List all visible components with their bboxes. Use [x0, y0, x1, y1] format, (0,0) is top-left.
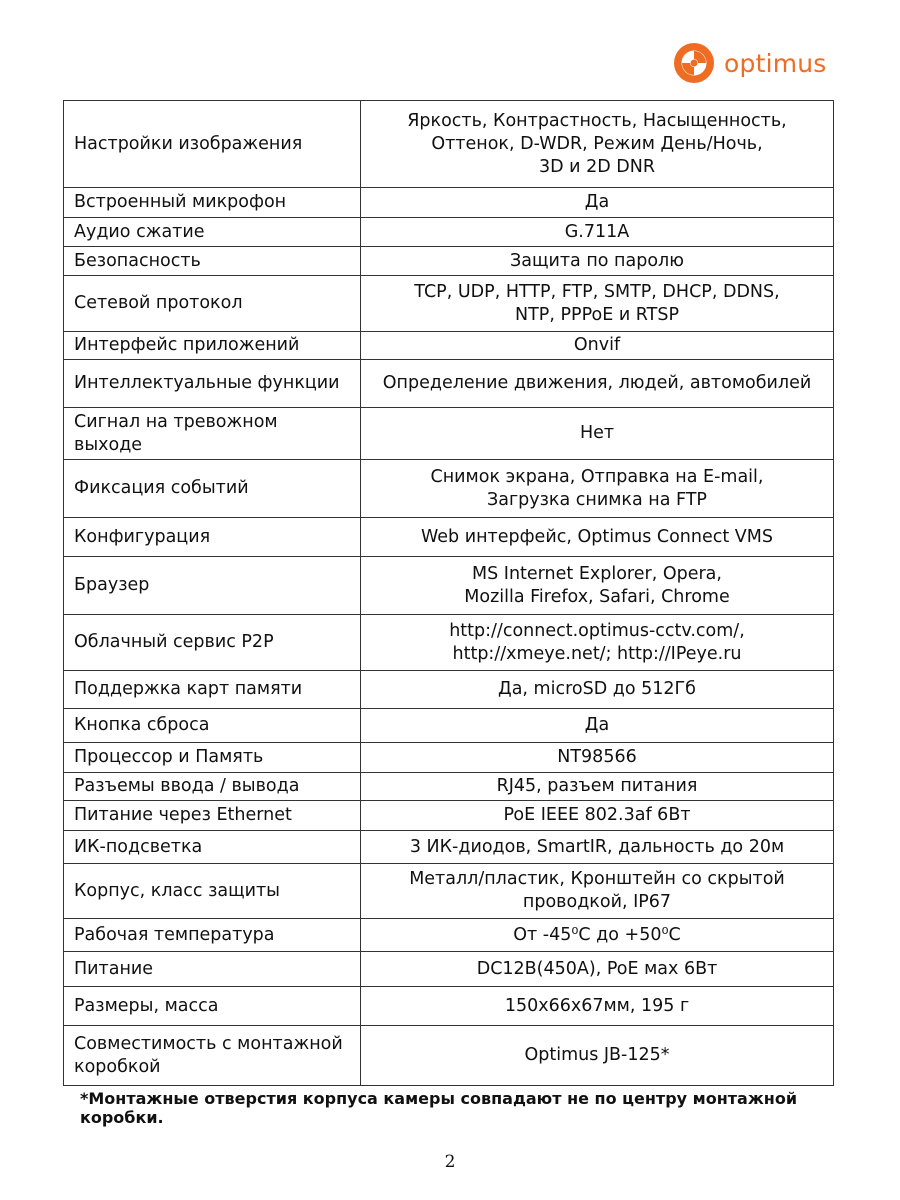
spec-row: [64, 408, 834, 460]
spec-key: Корпус, класс защиты: [64, 864, 361, 919]
spec-value-line: Mozilla Firefox, Safari, Chrome: [464, 586, 730, 607]
spec-key: ИК-подсветка: [64, 831, 361, 864]
spec-row: [64, 332, 834, 360]
spec-value-line: PoE IEEE 802.3af 6Вт: [503, 805, 691, 825]
spec-value-line: От -45⁰С до +50⁰С: [513, 924, 681, 945]
spec-row: [64, 460, 834, 518]
spec-key: Сигнал на тревожном выходе: [64, 408, 361, 460]
spec-key: Размеры, масса: [64, 987, 361, 1026]
spec-value: [361, 615, 834, 671]
spec-value-line: NTP, PPPoE и RTSP: [515, 304, 679, 325]
spec-value: [361, 919, 834, 952]
spec-value: [361, 460, 834, 518]
spec-value: [361, 773, 834, 801]
spec-row: [64, 188, 834, 218]
spec-value: [361, 801, 834, 831]
spec-row: [64, 831, 834, 864]
spec-value: [361, 1026, 834, 1086]
spec-row: [64, 743, 834, 773]
spec-value: [361, 831, 834, 864]
spec-key: Рабочая температура: [64, 919, 361, 952]
specs-table: [63, 100, 834, 1086]
spec-value: [361, 247, 834, 276]
spec-value-line: Загрузка снимка на FTP: [487, 489, 707, 510]
spec-row: [64, 987, 834, 1026]
brand-logo: [672, 40, 847, 86]
optimus-logo-icon: [672, 41, 716, 85]
spec-value: [361, 518, 834, 557]
spec-value: [361, 276, 834, 332]
spec-value-line: Optimus JB-125*: [524, 1045, 670, 1065]
footnote: *Монтажные отверстия корпуса камеры совпадают не по центру монтажной коробки.: [80, 1089, 798, 1127]
spec-value: [361, 671, 834, 709]
spec-key: Фиксация событий: [64, 460, 361, 518]
spec-value: [361, 709, 834, 743]
spec-row: [64, 276, 834, 332]
spec-value-line: MS Internet Explorer, Opera,: [472, 563, 722, 584]
spec-key: Браузер: [64, 557, 361, 615]
page-number: 2: [444, 1152, 456, 1172]
spec-value-line: Web интерфейс, Optimus Connect VMS: [421, 526, 773, 547]
spec-row: [64, 360, 834, 408]
spec-value: [361, 332, 834, 360]
spec-key: Процессор и Память: [64, 743, 361, 773]
spec-row: [64, 671, 834, 709]
spec-key: Разъемы ввода / вывода: [64, 773, 361, 801]
spec-value-line: Металл/пластик, Кронштейн со скрытой: [409, 869, 785, 889]
spec-value-line: 150х66х67мм, 195 г: [504, 995, 690, 1016]
spec-key: Аудио сжатие: [64, 218, 361, 247]
spec-value-line: DC12В(450A), PoE мах 6Вт: [476, 958, 718, 979]
spec-key: Настройки изображения: [64, 101, 361, 188]
spec-key: Сетевой протокол: [64, 276, 361, 332]
brand-name: optimus: [724, 48, 827, 78]
spec-key: Кнопка сброса: [64, 709, 361, 743]
spec-key: Интерфейс приложений: [64, 332, 361, 360]
spec-value-line: 3D и 2D DNR: [538, 156, 655, 177]
spec-row: [64, 557, 834, 615]
spec-value-line: Да: [584, 715, 610, 735]
spec-key: Безопасность: [64, 247, 361, 276]
spec-key: Совместимость с монтажной коробкой: [64, 1026, 361, 1086]
spec-row: [64, 952, 834, 987]
spec-value-line: Определение движения, людей, автомобилей: [382, 373, 812, 393]
spec-value-line: Onvif: [573, 335, 621, 355]
spec-value-line: Яркость, Контрастность, Насыщенность,: [407, 110, 787, 131]
spec-value-line: Снимок экрана, Отправка на E-mail,: [430, 466, 764, 487]
spec-key: Интеллектуальные функции: [64, 360, 361, 408]
spec-value-line: Нет: [579, 423, 615, 443]
spec-row: [64, 919, 834, 952]
spec-value-line: http://xmeye.net/; http://IPeye.ru: [452, 643, 742, 664]
spec-value: [361, 952, 834, 987]
spec-row: [64, 709, 834, 743]
spec-value: [361, 360, 834, 408]
spec-key: Конфигурация: [64, 518, 361, 557]
spec-value-line: http://connect.optimus-cctv.com/,: [449, 620, 745, 641]
spec-value-line: G.711A: [564, 221, 630, 242]
spec-value-line: 3 ИК-диодов, SmartIR, дальность до 20м: [409, 836, 785, 857]
spec-value-line: NT98566: [557, 747, 637, 767]
spec-value-line: TCP, UDP, HTTP, FTP, SMTP, DHCP, DDNS,: [414, 281, 780, 302]
spec-value: [361, 743, 834, 773]
spec-row: [64, 518, 834, 557]
spec-key: Питание: [64, 952, 361, 987]
spec-value: [361, 408, 834, 460]
spec-row: [64, 773, 834, 801]
spec-key: Питание через Ethernet: [64, 801, 361, 831]
spec-value: [361, 101, 834, 188]
spec-value: [361, 987, 834, 1026]
spec-value-line: Оттенок, D-WDR, Режим День/Ночь,: [431, 133, 763, 154]
spec-row: [64, 247, 834, 276]
spec-value-line: Да, microSD до 512Гб: [498, 679, 696, 699]
spec-key: Облачный сервис P2P: [64, 615, 361, 671]
spec-value-line: проводкой, IP67: [522, 892, 672, 912]
spec-row: [64, 801, 834, 831]
spec-value: [361, 557, 834, 615]
spec-value-line: Защита по паролю: [510, 250, 684, 271]
spec-row: [64, 864, 834, 919]
spec-value-line: Да: [584, 192, 610, 212]
spec-row: [64, 615, 834, 671]
spec-value: [361, 188, 834, 218]
spec-row: [64, 218, 834, 247]
spec-row: [64, 1026, 834, 1086]
spec-key: Поддержка карт памяти: [64, 671, 361, 709]
spec-value: [361, 218, 834, 247]
spec-value-line: RJ45, разъем питания: [496, 776, 698, 796]
spec-value: [361, 864, 834, 919]
spec-row: [64, 101, 834, 188]
spec-key: Встроенный микрофон: [64, 188, 361, 218]
